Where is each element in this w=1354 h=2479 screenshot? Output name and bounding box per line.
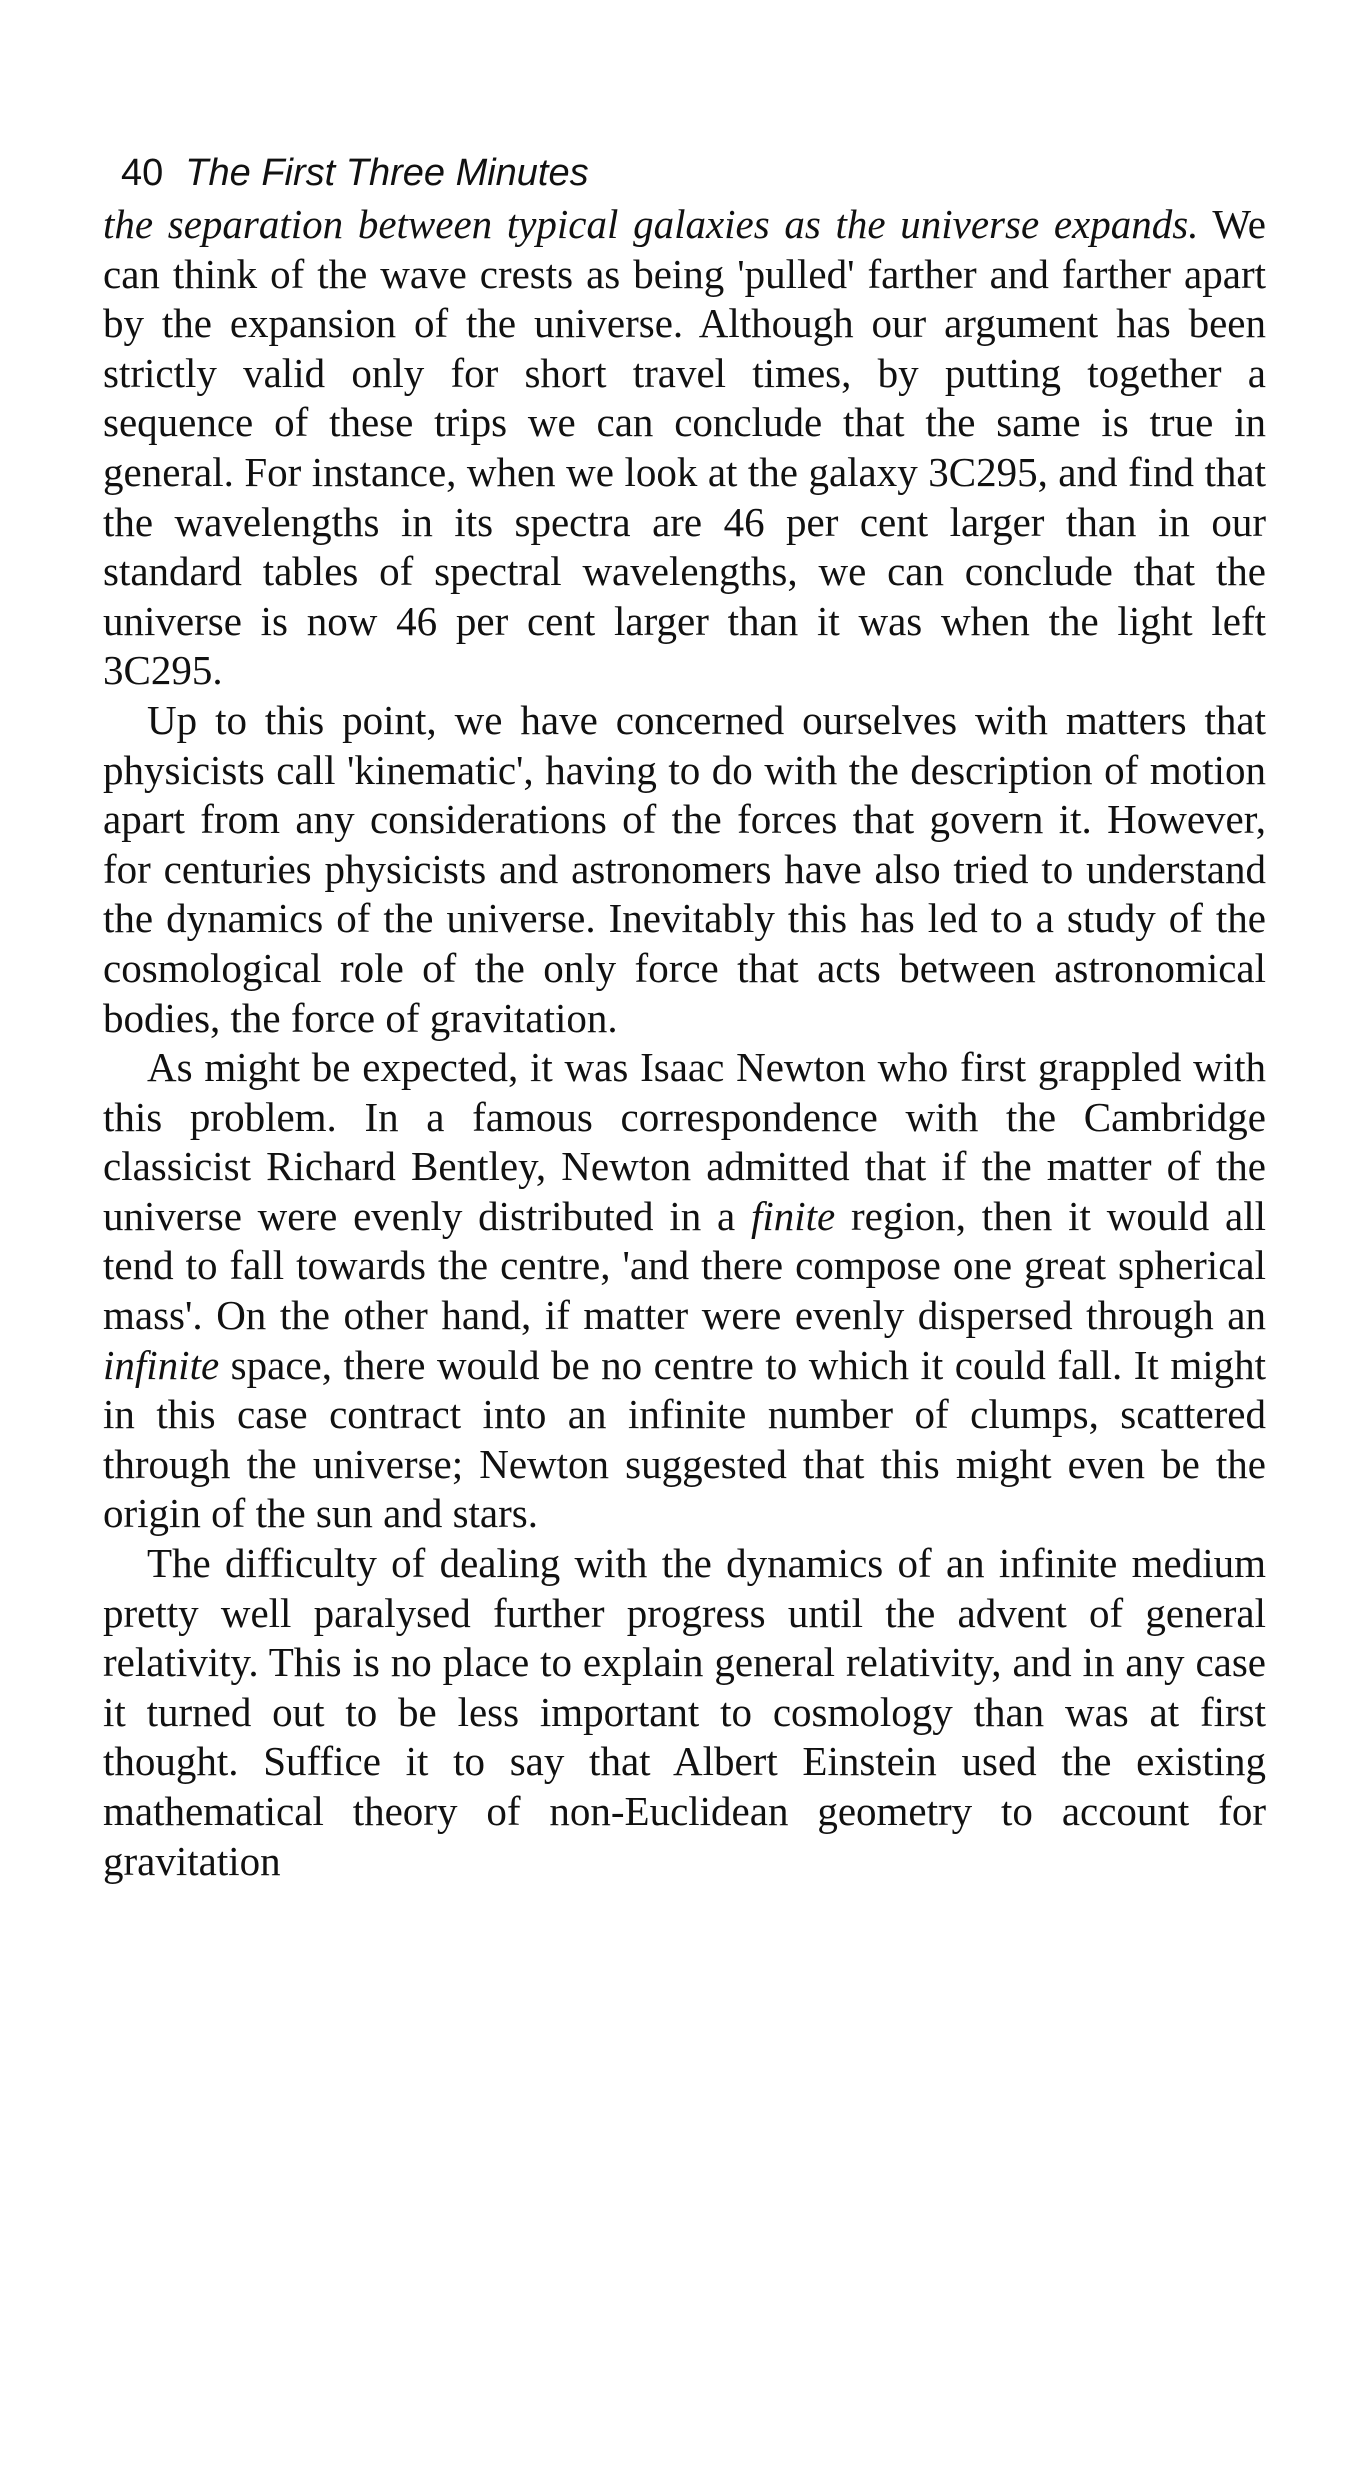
paragraph-text: space, there would be no centre to which it could fall. It might in this case contract into an infinite number of clumps, scattered through the universe; Newton suggested that this might even be the origin of the sun and stars. — [103, 1341, 1266, 1537]
page-number: 40 — [121, 152, 164, 194]
emphasis-text: the separation between typical galaxies as the universe expands. — [103, 201, 1199, 247]
paragraph-text: As might be expected, it was Isaac Newton who first grappled with this problem. In a famous correspondence with the Cambridge classicist Richard Bentley, Newton admitted that if the matter of the universe were evenly distributed in a — [103, 1044, 1266, 1239]
paragraph-text: Up to this point, we have concerned ourselves with matters that physicists call 'kinematic', having to do with the description of motion apart from any considerations of the forces that govern it. However, for centuries physicists and astronomers have also tried to understand the dynamics of the universe. Inevitably this has led to a study of the cosmological role of the only force that acts between astronomical bodies, the force of gravitation. — [103, 696, 1266, 1041]
paragraph-text: region, then it would all tend to fall towards the centre, 'and there compose one great spherical mass'. On the other hand, if matter were evenly dispersed through an — [103, 1192, 1266, 1339]
paragraph-1 — [103, 200, 1266, 696]
book-page — [103, 150, 1266, 1886]
running-head — [121, 150, 1266, 196]
paragraph-3 — [103, 1043, 1266, 1539]
paragraph-text: We can think of the wave crests as being 'pulled' farther and farther apart by the expansion of the universe. Although our argument has been strictly valid only for short travel times, by putting together a sequence of these trips we can conclude that the same is true in general. For instance, when we look at the galaxy 3C295, and find that the wavelengths in its spectra are 46 per cent larger than in our standard tables of spectral wavelengths, we can conclude that the universe is now 46 per cent larger than it was when the light left 3C295. — [103, 201, 1266, 694]
paragraph-4 — [103, 1539, 1266, 1886]
paragraph-2 — [103, 696, 1266, 1043]
book-title: The First Three Minutes — [185, 152, 589, 194]
body-text — [103, 200, 1266, 1886]
emphasis-text: finite — [750, 1192, 836, 1239]
emphasis-text: infinite — [103, 1341, 220, 1388]
paragraph-text: The difficulty of dealing with the dynamics of an infinite medium pretty well paralysed further progress until the advent of general relativity. This is no place to explain general relativity, and in any case it turned out to be less important to cosmology than was at first thought. Suffice it to say that Albert Einstein used the existing mathematical theory of non-Euclidean geometry to account for gravitation — [103, 1540, 1266, 1884]
